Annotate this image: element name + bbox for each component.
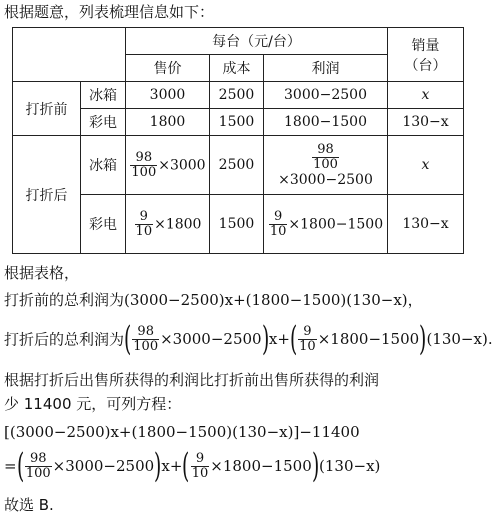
header-per-unit: 每台（元/台） <box>126 28 388 55</box>
fraction: $\frac{9}{10}$ <box>269 208 287 239</box>
statement-line-1: 根据打折后出售所获得的利润比打折前出售所获得的利润 <box>4 371 380 389</box>
before-tv-label: 彩电 <box>81 109 126 136</box>
header-cost: 成本 <box>210 55 264 82</box>
after-tv-label: 彩电 <box>81 195 126 254</box>
before-fridge-profit: 3000−2500 <box>264 82 388 109</box>
before-fridge-label: 冰箱 <box>81 82 126 109</box>
equation-line-1: [(3000−2500)x+(1800−1500)(130−x)]−11400 <box>4 423 360 441</box>
after-fridge-qty: x <box>388 136 464 195</box>
equation-line-2: =( $\frac{98}{100}$ ×3000−2500)x+( $\frac{9}{10}$ ×1800−1500)(130−x) <box>4 446 381 486</box>
intro-text: 根据题意，列表梳理信息如下： <box>4 3 215 21</box>
conclusion-text: 故选 B. <box>4 496 54 514</box>
before-total-label: 打折前的总利润为 <box>4 291 125 309</box>
before-fridge-cost: 2500 <box>210 82 264 109</box>
before-total-expr: (3000−2500)x+(1800−1500)(130−x)， <box>124 291 423 309</box>
before-fridge-qty: x <box>388 82 464 109</box>
after-total-line: 打折后的总利润为( $\frac{98}{100}$ ×3000−2500)x+( $\frac{9}{10}$ ×1800−1500)(130−x). <box>4 319 493 359</box>
after-fridge-label: 冰箱 <box>81 136 126 195</box>
before-fridge-price: 3000 <box>126 82 210 109</box>
before-tv-profit: 1800−1500 <box>264 109 388 136</box>
after-fridge-price: $\frac{98}{100}$ ×3000 <box>126 136 210 195</box>
header-sales-line2: （台） <box>404 57 447 74</box>
header-sales <box>388 28 464 82</box>
after-tv-cost: 1500 <box>210 195 264 254</box>
from-table-text: 根据表格， <box>4 264 80 282</box>
after-tv-price: $\frac{9}{10}$ ×1800 <box>126 195 210 254</box>
before-discount-label: 打折前 <box>13 82 81 136</box>
after-total-label: 打折后的总利润为 <box>4 330 125 349</box>
after-tv-profit: $\frac{9}{10}$ ×1800−1500 <box>264 195 388 254</box>
fraction: $\frac{98}{100}$ <box>131 149 157 180</box>
info-table <box>12 27 464 254</box>
header-price: 售价 <box>126 55 210 82</box>
before-total-line <box>4 289 423 311</box>
after-tv-qty: 130−x <box>388 195 464 254</box>
fraction: $\frac{98}{100}$ <box>313 141 338 172</box>
fraction: $\frac{9}{10}$ <box>135 208 153 239</box>
header-profit: 利润 <box>264 55 388 82</box>
header-sales-line1: 销量 <box>411 37 440 54</box>
header-blank <box>13 28 126 82</box>
after-discount-label: 打折后 <box>13 136 81 254</box>
statement-line-2: 少 11400 元，可列方程： <box>4 395 182 413</box>
before-tv-price: 1800 <box>126 109 210 136</box>
after-fridge-cost: 2500 <box>210 136 264 195</box>
before-tv-cost: 1500 <box>210 109 264 136</box>
after-fridge-profit: $\frac{98}{100}$ ×3000−2500 <box>264 136 388 195</box>
before-tv-qty: 130−x <box>388 109 464 136</box>
